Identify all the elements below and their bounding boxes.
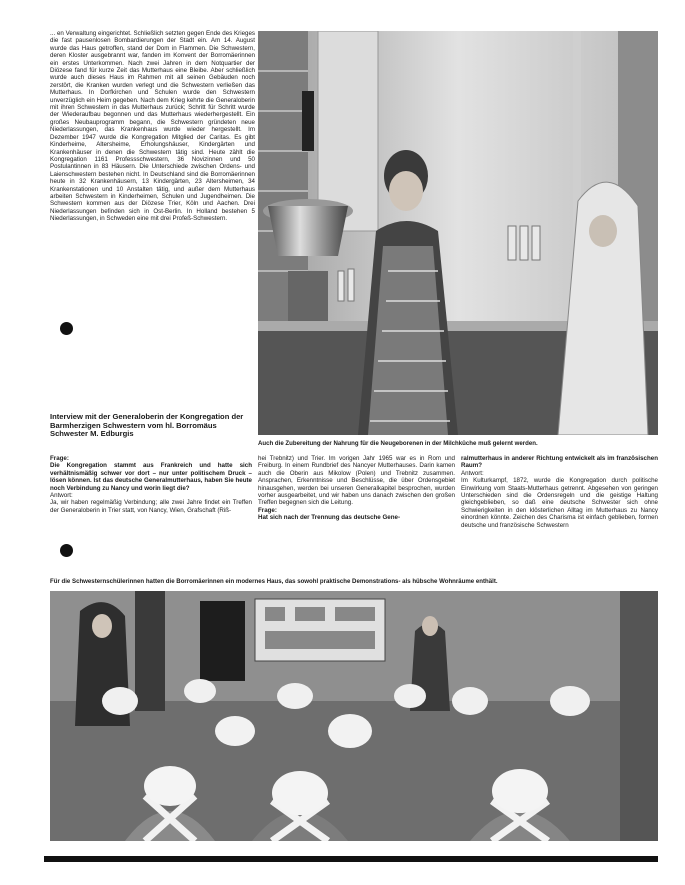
interview-column-1 xyxy=(50,455,252,571)
classroom-photo xyxy=(50,591,658,841)
int-col1-a-label: Antwort: xyxy=(50,492,73,500)
binder-hole-top xyxy=(60,322,73,335)
article-left-text: ... en Verwaltung eingerichtet. Schließlich setzten gegen Ende des Krieges die fast pausenlosen Bombardierungen der Stadt ein. Am 14. August wurde das Haus getroffen, stand der Dom in Flammen. Die Schwestern, deren Kloster ausgebrannt war, fanden im Konvent der Borromäerinnen ein erstes Unterkommen. Nach zwei Jahren in dem Notquartier der Diözese fand für kurze Zeit das Mutterhaus eine Bleibe. Aber schließlich wurde auch dieses Haus im Rahmen mit all seinen Gebäuden noch zerstört, die Kranken wurden verlegt und die Schwestern verließen das Mutterhaus. In Dorfkirchen und Schulen wurde den Schwestern unverzüglich ein Heim gegeben. Nach dem Krieg kehrte die Generaloberin mit ihren Schwestern in das Mutterhaus zurück; Schritt für Schritt wurde der Wiederaufbau begonnen und das Mutterhaus wiederhergestellt. Ein großes Neubauprogramm begann, die Schwestern gründeten neue Niederlassungen, das Krankenhaus wurde wieder hergestellt. Im Dezember 1947 wurde die Kongregation Mitglied der Caritas. Es gibt Kinderheime, Altersheime, Erholungshäuser, Kindergärten und Krankenhäuser in denen die Schwestern tätig sind. Heute zählt die Kongregation 1161 Professschwestern, 36 Novizinnen und 50 Postulantinnen in 83 Häusern. Die Unterschiede zwischen Ordens- und Laienschwestern bestehen nicht. In Deutschland sind die Borromäerinnen heute in 32 Krankenhäusern, 13 Kindergärten, 23 Altersheimen, 34 Krankenstationen und 10 Anstalten tätig, und außer dem Mutterhaus arbeiten Schwestern in Kinderheimen, Schulen und Jugendheimen. Die Schwestern kommen aus der Diözese Trier, Köln und Aachen. Drei Niederlassungen befinden sich in Ost-Berlin. In Holland bestehen 5 Niederlassungen, in Schweden eine mit drei Profeß-Schwestern. xyxy=(50,30,255,223)
milk-kitchen-photo xyxy=(258,31,658,435)
int-col2-answer: hei Trebnitz) und Trier. Im vorigen Jahr 1965 war es in Rom und Freiburg. In einem Rundbrief des Nancyer Mutterhauses. Darin kamen auch die Oberin aus Mikolow (Polen) und Trebnitz zusammen. Ansprachen, Erkenntnisse und Beschlüsse, die über Ordensgebiet hinausgehen, werden bei unseren Generalkapitel besprochen, wurden vorher ausgearbeitet, und wir haben uns danach zwischen den großen Treffen begegnen sich die Leitung. xyxy=(258,455,455,507)
classroom-image xyxy=(50,591,658,841)
int-col1-answer: Ja, wir haben regelmäßig Verbindung; alle zwei Jahre findet ein Treffen der Generaloberin in Trier statt, von Nancy, Wien, Grafschaft (Riß- xyxy=(50,499,252,514)
interview-heading: Interview mit der Generaloberin der Kongregation der Barmherzigen Schwestern vom hl. Borromäus Schwester M. Edburgis xyxy=(50,412,244,439)
int-col2-question: Hat sich nach der Trennung das deutsche Gene- xyxy=(258,514,401,522)
int-col3-answer: Im Kulturkampf, 1872, wurde die Kongregation durch politische Einwirkung vom Staats-Mutterhaus getrennt. Abgesehen von geringen Unterschieden sind die Ordensregeln und die geistige Haltung gleichgeblieben, so daß eine deutsche Schwester sich ohne Schwierigkeiten in den klösterlichen Alltag im Mutterhaus zu Nancy einordnen könnte. Zeichen des Charisma ist einfach geblieben, formen deutsche und französische Schwestern xyxy=(461,477,658,529)
binder-hole-bottom xyxy=(60,544,73,557)
int-col1-q-label: Frage: xyxy=(50,455,69,462)
bottom-photo-caption: Für die Schwesternschülerinnen hatten die Borromäerinnen ein modernes Haus, das sowohl praktische Demonstrations- als hübsche Wohnräume enthält. xyxy=(50,578,498,585)
page-bottom-edge xyxy=(44,856,658,862)
top-photo-caption: Auch die Zubereitung der Nahrung für die Neugeborenen in der Milchküche muß gelernt werden. xyxy=(258,440,538,447)
int-col3-a-label: Antwort: xyxy=(461,469,484,477)
interview-column-2 xyxy=(258,455,455,571)
article-left-column xyxy=(50,30,255,410)
int-col3-question: ralmutterhaus in anderer Richtung entwickelt als im französischen Raum? xyxy=(461,455,658,470)
interview-column-3 xyxy=(461,455,658,571)
int-col2-q-label: Frage: xyxy=(258,506,277,514)
milk-kitchen-image xyxy=(258,31,658,435)
int-col1-question: Die Kongregation stammt aus Frankreich und hatte sich verhältnismäßig schwer vor dort – nur unter politischem Druck – lösen können. Ist das deutsche Generalmutterhaus, haben Sie heute noch Verbindung zu Nancy und worin liegt die? xyxy=(50,462,252,492)
